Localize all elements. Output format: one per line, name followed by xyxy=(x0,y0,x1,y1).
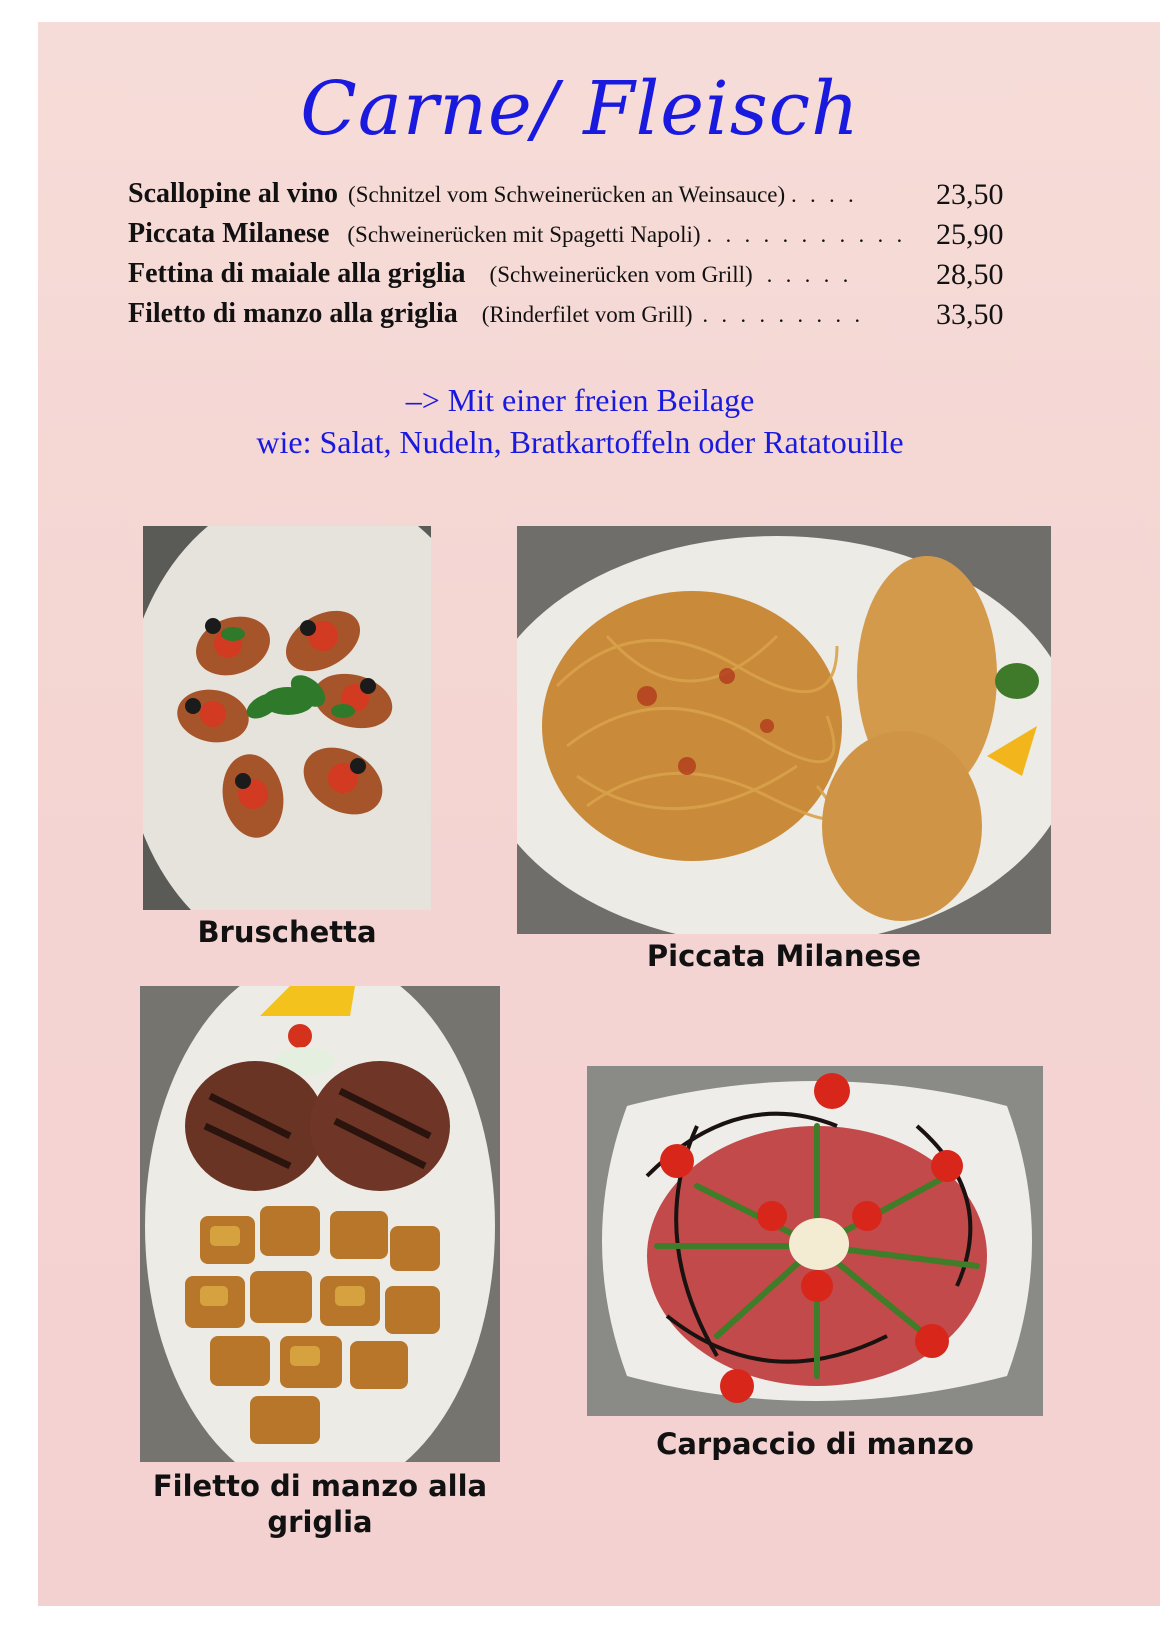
menu-item-description: (Rinderfilet vom Grill) xyxy=(481,302,693,327)
menu-item xyxy=(128,218,1028,258)
carpaccio-photo xyxy=(587,1066,1043,1416)
photo-caption: Bruschetta xyxy=(197,915,377,949)
menu-list xyxy=(128,178,1028,338)
menu-item xyxy=(128,258,1028,298)
bruschetta-photo xyxy=(143,526,431,910)
menu-item-leader: . . . . xyxy=(791,182,858,207)
menu-item xyxy=(128,178,1028,218)
filetto-photo xyxy=(140,986,500,1462)
menu-item-name: Filetto di manzo alla griglia xyxy=(128,298,458,329)
side-dish-options: wie: Salat, Nudeln, Bratkartoffeln oder Ratatouille xyxy=(256,424,904,460)
photo-caption: Carpaccio di manzo xyxy=(656,1427,974,1461)
page-title: Carne/ Fleisch xyxy=(300,66,860,152)
menu-item-description: (Schweinerücken mit Spagetti Napoli) xyxy=(347,222,701,247)
menu-item-price: 33,50 xyxy=(936,298,1004,331)
menu-item-price: 25,90 xyxy=(936,218,1004,251)
side-dish-note: –> Mit einer freien Beilage xyxy=(405,382,755,418)
photo-caption: Filetto di manzo alla griglia xyxy=(152,1469,488,1540)
menu-item-name: Scallopine al vino xyxy=(128,178,339,209)
menu-item-description: (Schweinerücken vom Grill) xyxy=(489,262,753,287)
photo-caption: Piccata Milanese xyxy=(646,939,922,973)
menu-item-price: 28,50 xyxy=(936,258,1004,291)
menu-item-leader: . . . . . xyxy=(766,262,853,287)
piccata-photo xyxy=(517,526,1051,934)
menu-item xyxy=(128,298,1028,338)
menu-item-leader: . . . . . . . . . . . xyxy=(706,222,907,247)
menu-item-name: Fettina di maiale alla griglia xyxy=(128,258,466,289)
menu-item-leader: . . . . . . . . . xyxy=(702,302,865,327)
menu-item-description: (Schnitzel vom Schweinerücken an Weinsauce) xyxy=(348,182,786,207)
menu-item-price: 23,50 xyxy=(936,178,1004,211)
menu-item-name: Piccata Milanese xyxy=(128,218,330,249)
